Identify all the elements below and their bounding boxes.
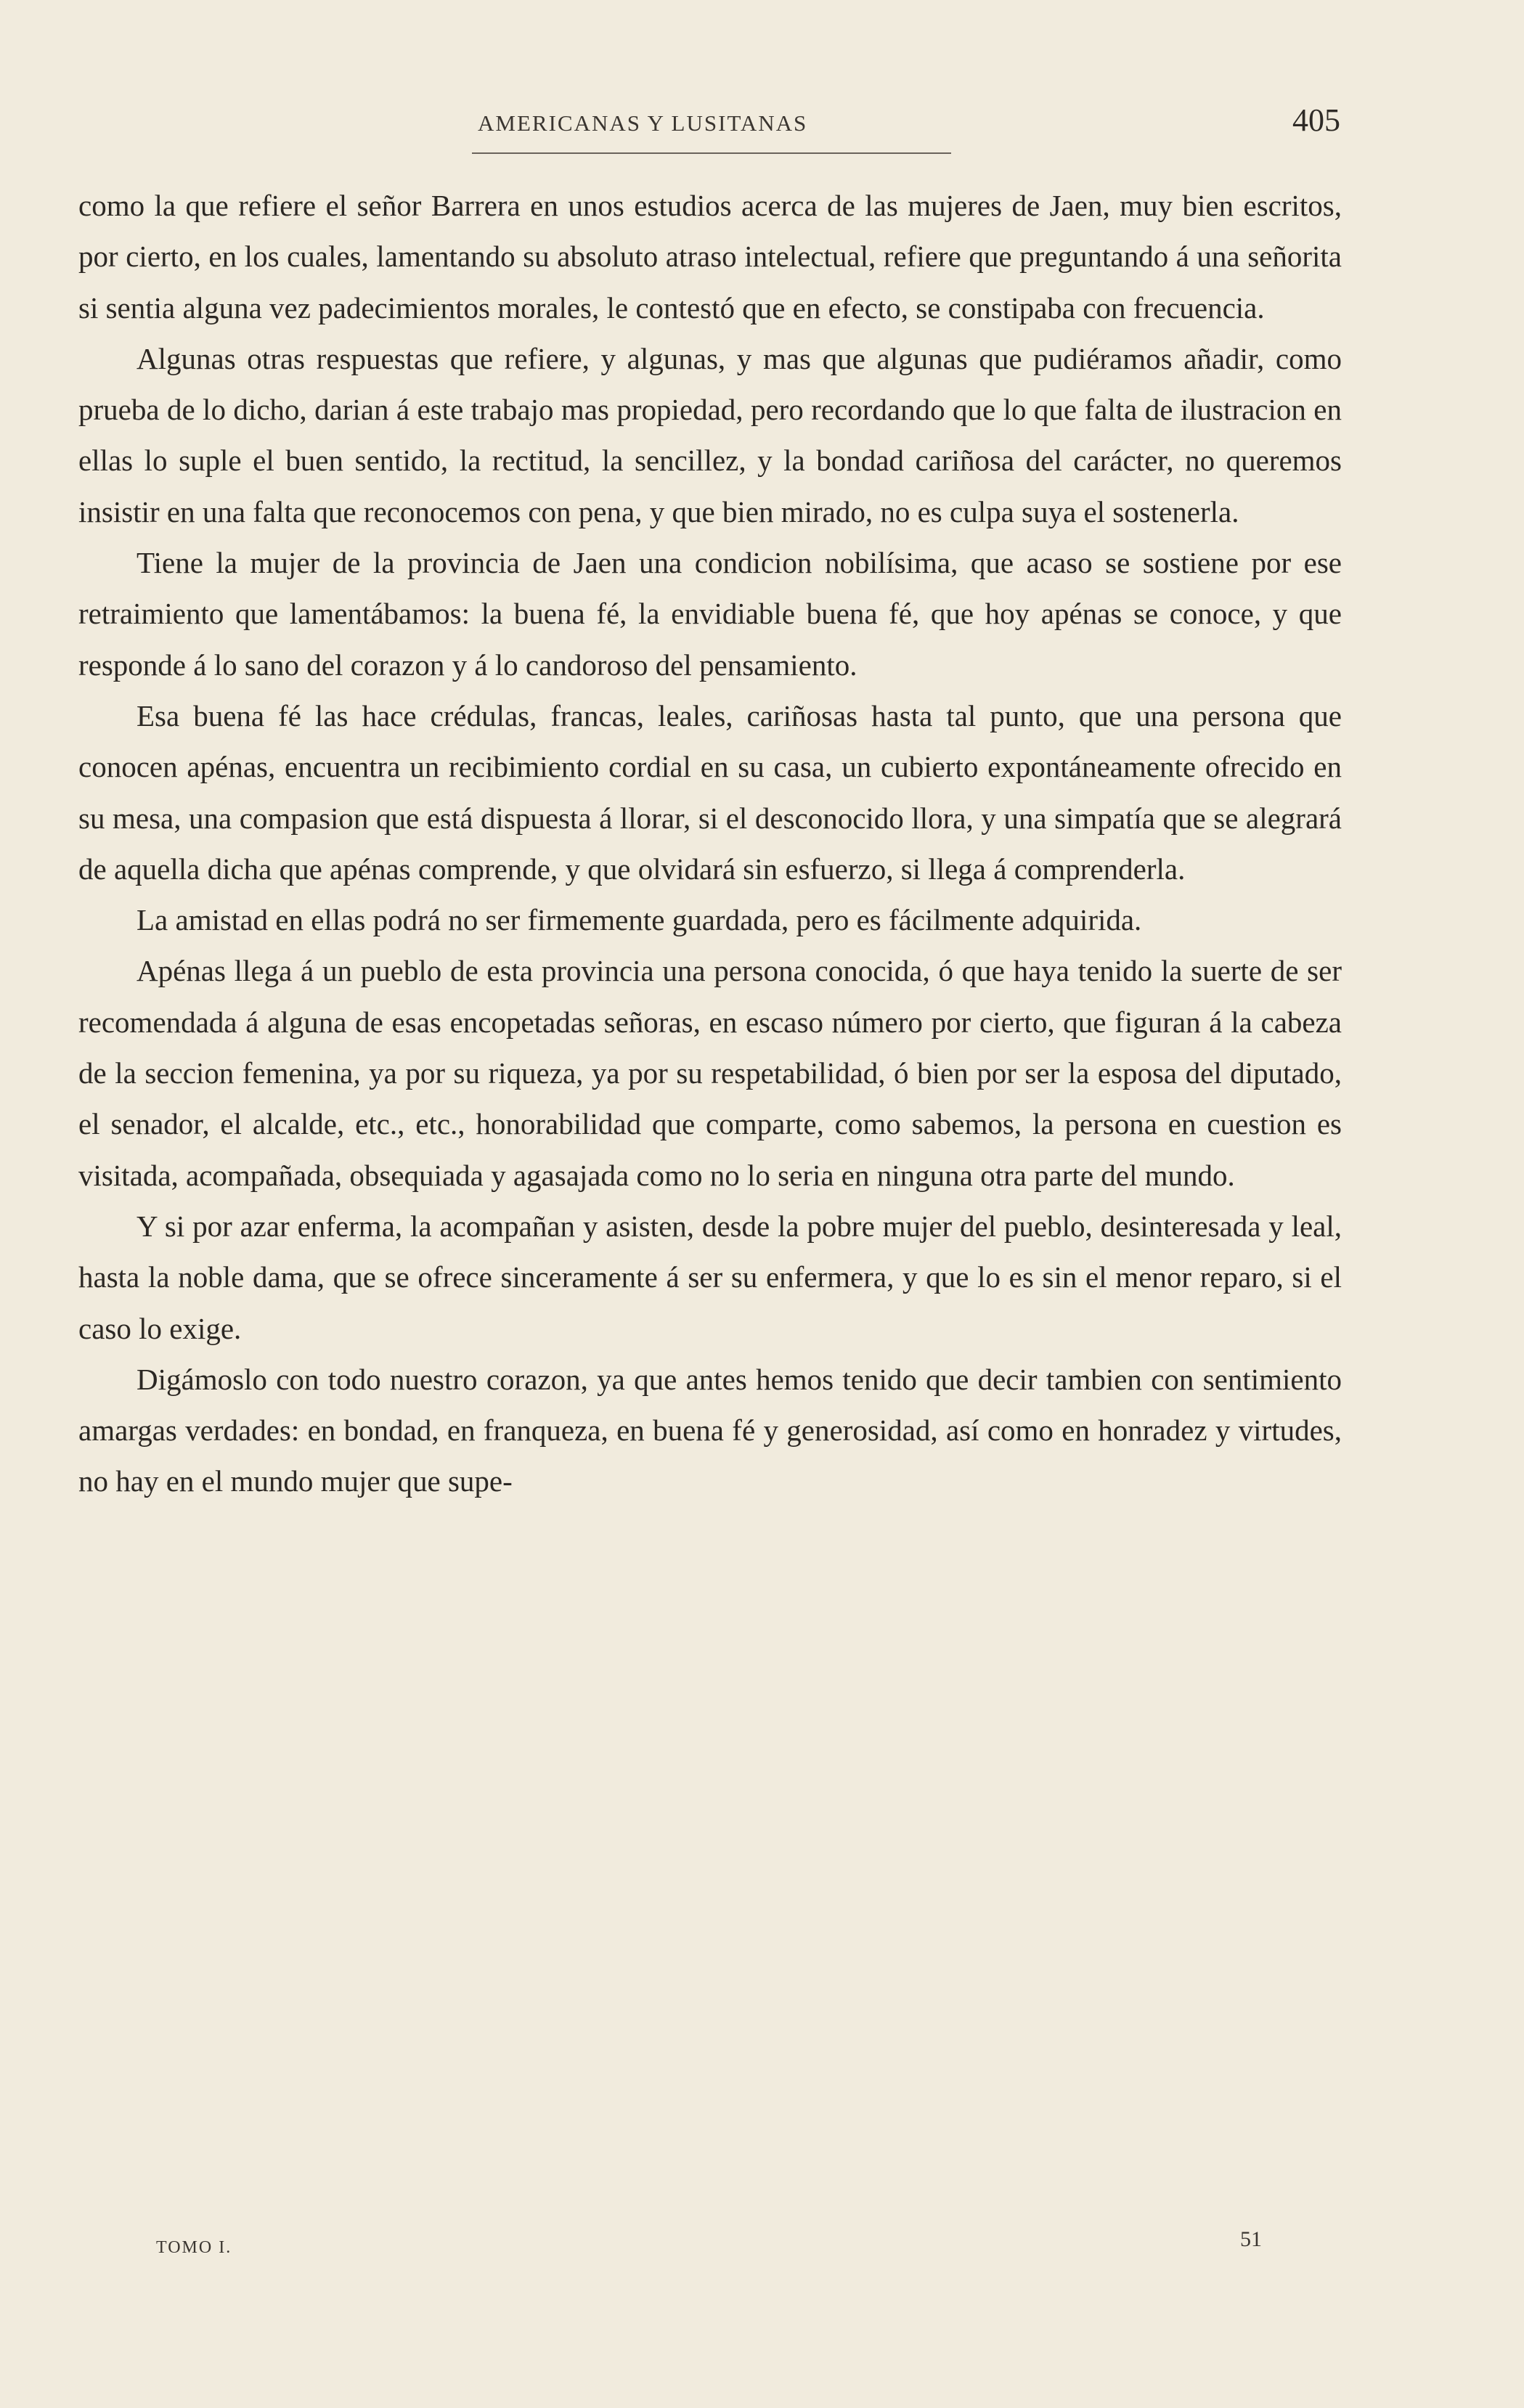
volume-mark: TOMO I. [156,2238,232,2257]
paragraph-3: Tiene la mujer de la provincia de Jaen una condicion nobilísima, que acaso se sostiene por ese retraimiento que lamentábamos: la buena fé, la envidiable buena fé, que hoy apénas se conoce, y que responde á lo sano del corazon y á lo candoroso del pensamiento. [78,546,1342,682]
paragraph-4: Esa buena fé las hace crédulas, francas, leales, cariñosas hasta tal punto, que una persona que conocen apénas, encuentra un recibimiento cordial en su casa, un cubierto expontáneamente ofrecido en su mesa, una compasion que está dispuesta á llorar, si el desconocido llora, y una simpatía que se alegrará de aquella dicha que apénas comprende, y que olvidará sin esfuerzo, si llega á comprenderla. [78,698,1342,886]
page-number: 405 [1292,102,1340,138]
signature-mark: 51 [1240,2227,1262,2251]
paragraph-6: Apénas llega á un pueblo de esta provincia una persona conocida, ó que haya tenido la suerte de ser recomendada á alguna de esas encopetadas señoras, en escaso número por cierto, que figuran á la cabeza de la seccion femenina, ya por su riqueza, ya por su respetabilidad, ó bien por ser la esposa del diputado, el senador, el alcalde, etc., etc., honorabilidad que comparte, como sabemos, la persona en cuestion es visitada, acompañada, obsequiada y agasajada como no lo seria en ninguna otra parte del mundo. [78,954,1342,1192]
body-text [78,180,1342,1507]
paragraph-8: Digámoslo con todo nuestro corazon, ya que antes hemos tenido que decir tambien con sentimiento amargas verdades: en bondad, en franqueza, en buena fé y generosidad, así como en honradez y virtudes, no hay en el mundo mujer que supe- [78,1362,1342,1498]
paragraph-5: La amistad en ellas podrá no ser firmemente guardada, pero es fácilmente adquirida. [136,903,1142,937]
header-rule [472,152,951,154]
paragraph-7: Y si por azar enferma, la acompañan y asisten, desde la pobre mujer del pueblo, desinteresada y leal, hasta la noble dama, que se ofrece sinceramente á ser su enfermera, y que lo es sin el menor reparo, si el caso lo exige. [78,1209,1342,1345]
paragraph-2: Algunas otras respuestas que refiere, y algunas, y mas que algunas que pudiéramos añadir, como prueba de lo dicho, darian á este trabajo mas propiedad, pero recordando que lo que falta de ilustracion en ellas lo suple el buen sentido, la rectitud, la sencillez, y la bondad cariñosa del carácter, no queremos insistir en una falta que reconocemos con pena, y que bien mirado, no es culpa suya el sostenerla. [78,341,1342,528]
running-head [78,102,1340,145]
running-title: AMERICANAS Y LUSITANAS [478,110,808,136]
paragraph-1: como la que refiere el señor Barrera en unos estudios acerca de las mujeres de Jaen, muy bien escritos, por cierto, en los cuales, lamentando su absoluto atraso intelectual, refiere que preguntando á una señorita si sentia alguna vez padecimientos morales, le contestó que en efecto, se constipaba con frecuencia. [78,189,1342,325]
